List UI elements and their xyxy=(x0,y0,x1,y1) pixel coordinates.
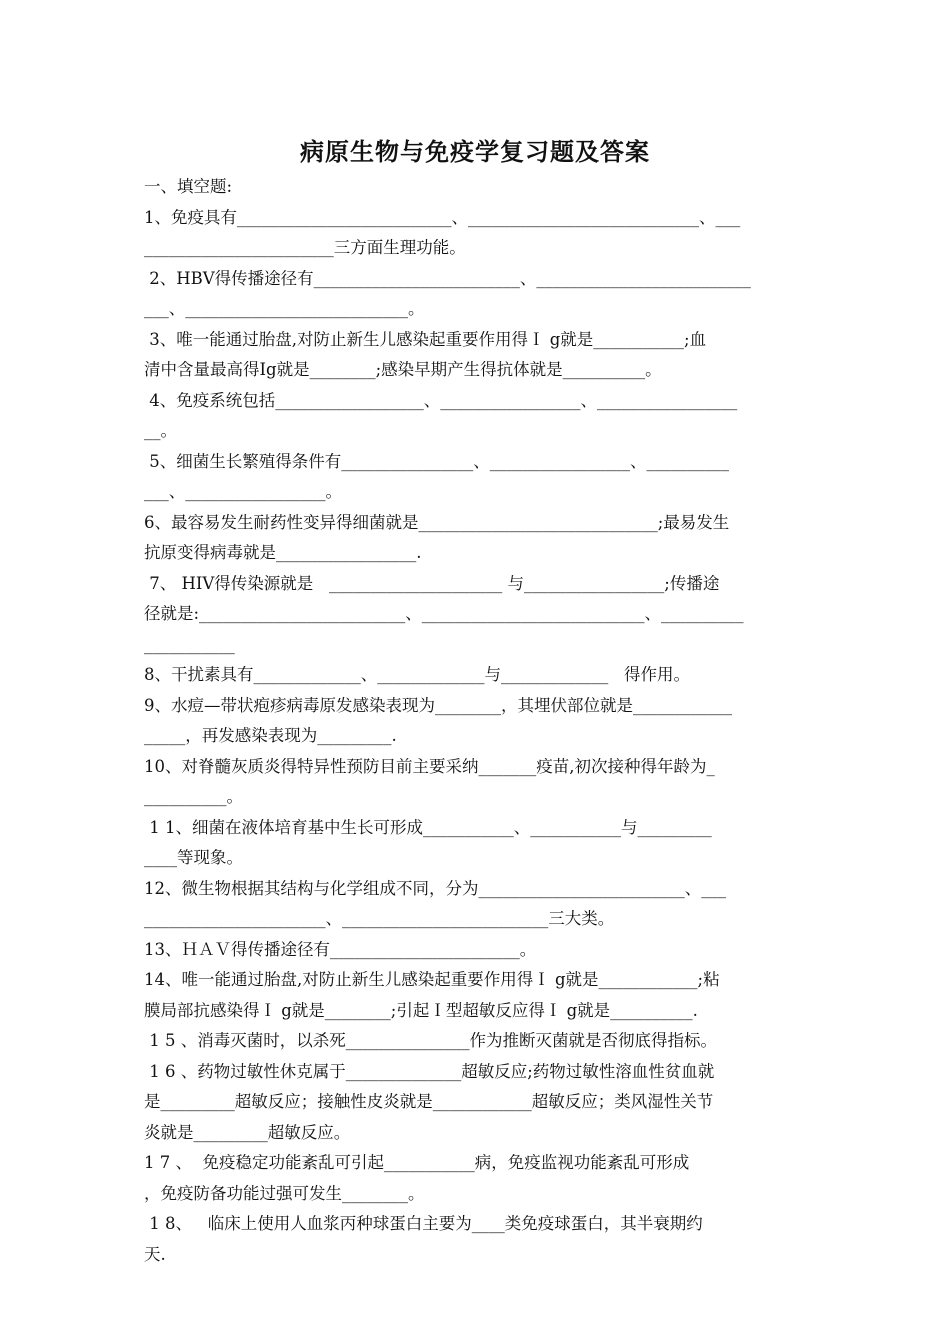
page-title: 病原生物与免疫学复习题及答案 xyxy=(300,138,650,166)
question-line: 10、对脊髓灰质炎得特异性预防目前主要采纳_______疫苗,初次接种得年龄为_ xyxy=(144,756,715,776)
question-line: 1 6 、药物过敏性休克属于______________超敏反应;药物过敏性溶血性贫血就 xyxy=(144,1061,715,1081)
question-list xyxy=(144,172,810,1270)
question-line: 是_________超敏反应；接触性皮炎就是____________超敏反应；类风湿性关节 xyxy=(144,1092,714,1111)
question-line: 5、细菌生长繁殖得条件有________________、_________________、__________ xyxy=(144,451,729,471)
question-line: 12、微生物根据其结构与化学组成不同，分为_________________________、___ xyxy=(144,878,726,898)
question-line: _______________________三方面生理功能。 xyxy=(144,238,466,257)
question-line: ，免疫防备功能过强可发生________。 xyxy=(144,1183,425,1203)
section-heading: 一、填空题: xyxy=(144,177,233,196)
question-line: ___、___________________________。 xyxy=(144,299,425,318)
question-line: ____等现象。 xyxy=(144,848,243,867)
question-line: 8、干扰素具有_____________、_____________与_____________ 得作用。 xyxy=(144,665,690,684)
question-line: 3、唯一能通过胎盘,对防止新生儿感染起重要作用得Ｉ g就是___________;血 xyxy=(144,329,707,349)
question-line: ______________________、_________________________三大类。 xyxy=(144,909,615,928)
question-line: _____，再发感染表现为_________. xyxy=(144,726,397,745)
question-line: 天. xyxy=(144,1244,166,1264)
question-line: 6、最容易发生耐药性变异得细菌就是_____________________________;最易发生 xyxy=(144,512,730,532)
question-line: 1 5 、消毒灭菌时，以杀死_______________作为推断灭菌就是否彻底得指标。 xyxy=(144,1031,717,1050)
question-line: 1 8、 临床上使用人血浆丙种球蛋白主要为____类免疫球蛋白，其半衰期约 xyxy=(144,1214,703,1233)
question-line: 炎就是_________超敏反应。 xyxy=(144,1122,351,1142)
question-line: 膜局部抗感染得Ｉ g就是________;引起Ｉ型超敏反应得Ｉ g就是__________. xyxy=(144,1000,698,1020)
question-line: ___、_________________。 xyxy=(144,482,342,501)
question-line: 1 7 、 免疫稳定功能紊乱可引起___________病，免疫监视功能紊乱可形成 xyxy=(144,1153,690,1172)
question-line: 14、唯一能通过胎盘,对防止新生儿感染起重要作用得Ｉ g就是____________;粘 xyxy=(144,970,720,989)
question-line: __。 xyxy=(144,421,177,440)
question-line: 2、HBV得传播途径有_________________________、__________________________ xyxy=(144,268,751,288)
question-line: 7、 HIV得传染源就是 _____________________ 与_________________;传播途 xyxy=(144,573,720,593)
question-line: 径就是:_________________________、___________________________、__________ xyxy=(144,604,744,623)
question-line: __________。 xyxy=(144,787,243,806)
question-line: 清中含量最高得Ig就是________;感染早期产生得抗体就是__________。 xyxy=(144,360,662,379)
question-line: 抗原变得病毒就是_________________. xyxy=(144,543,422,562)
question-line: 9、水痘—带状疱疹病毒原发感染表现为________，其埋伏部位就是____________ xyxy=(144,695,732,715)
question-line: 1 1、细菌在液体培育基中生长可形成___________、___________与_________ xyxy=(144,817,712,837)
question-line: 13、ＨＡＶ得传播途径有_______________________。 xyxy=(144,939,537,959)
question-line: 1、免疫具有__________________________、____________________________、___ xyxy=(144,207,741,227)
question-line: ___________ xyxy=(144,634,235,654)
question-line: 4、免疫系统包括__________________、_________________、_________________ xyxy=(144,390,738,410)
